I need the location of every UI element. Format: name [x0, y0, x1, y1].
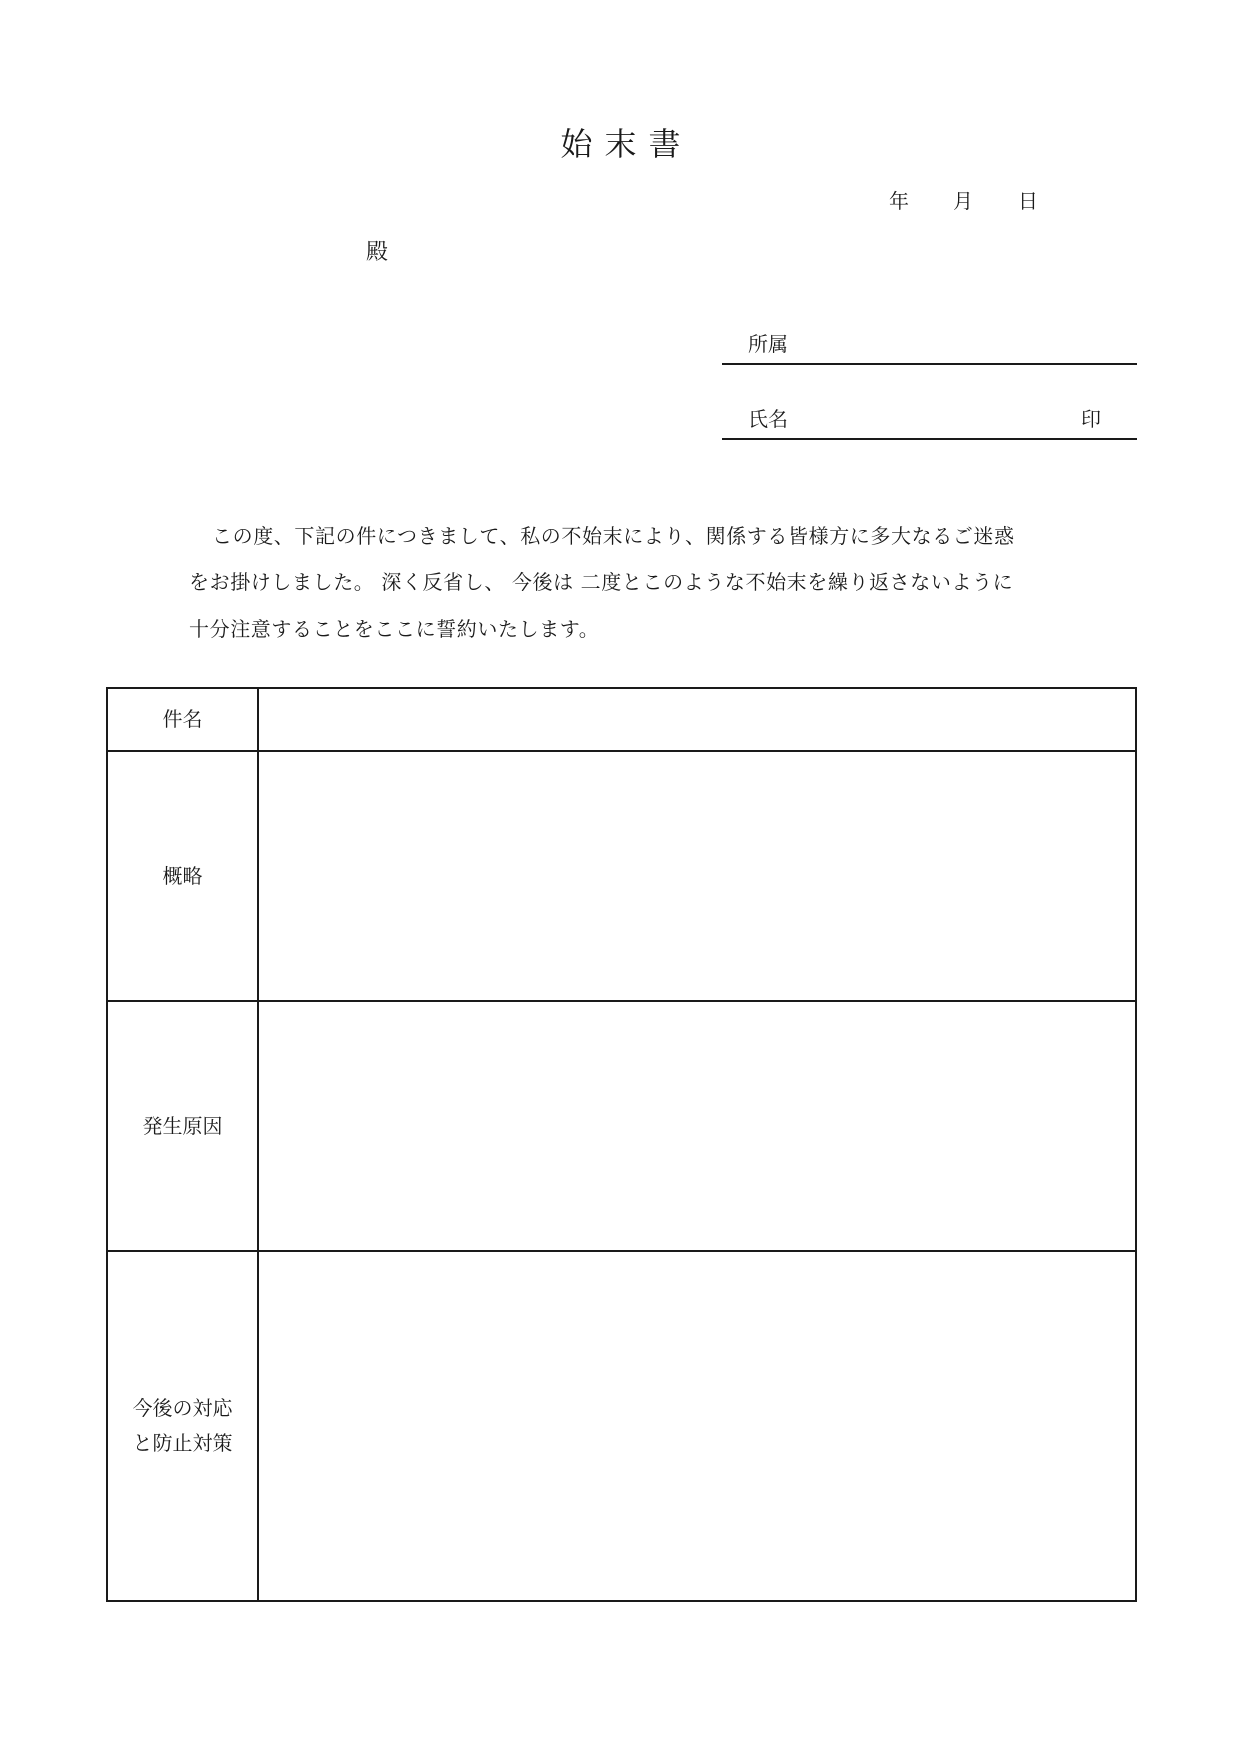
cause-cell[interactable]	[258, 1001, 1136, 1251]
statement-line-1: この度、下記の件につきまして、私の不始末により、関係する皆様方に多大なるご迷惑	[212, 524, 1015, 548]
date-month-label: 月	[953, 189, 973, 213]
summary-cell[interactable]	[258, 751, 1136, 1001]
countermeasures-label-line-1: 今後の対応	[132, 1396, 233, 1420]
countermeasures-label	[107, 1251, 258, 1601]
affiliation-label: 所属	[748, 332, 788, 356]
name-label: 氏名	[748, 407, 788, 431]
details-table	[106, 687, 1137, 1602]
table-row-subject	[107, 688, 1136, 751]
seal-label: 印	[1081, 407, 1101, 431]
addressee-suffix: 殿	[366, 240, 389, 265]
summary-label: 概略	[107, 751, 258, 1001]
table-row-summary	[107, 751, 1136, 1001]
statement-line-3: 十分注意することをここに誓約いたします。	[189, 617, 600, 641]
countermeasures-cell[interactable]	[258, 1251, 1136, 1601]
subject-cell[interactable]	[258, 688, 1136, 751]
statement-line-2: をお掛けしました。 深く反省し、 今後は 二度とこのような不始末を繰り返さないように	[189, 570, 1014, 594]
countermeasures-label-line-2: と防止対策	[132, 1431, 233, 1455]
document-title: 始末書	[560, 125, 693, 163]
date-day-label: 日	[1018, 189, 1038, 213]
name-field[interactable]	[722, 406, 1137, 440]
table-row-cause	[107, 1001, 1136, 1251]
affiliation-field[interactable]	[722, 331, 1137, 365]
date-year-label: 年	[889, 189, 909, 213]
cause-label: 発生原因	[107, 1001, 258, 1251]
table-row-countermeasures	[107, 1251, 1136, 1601]
subject-label: 件名	[107, 688, 258, 751]
